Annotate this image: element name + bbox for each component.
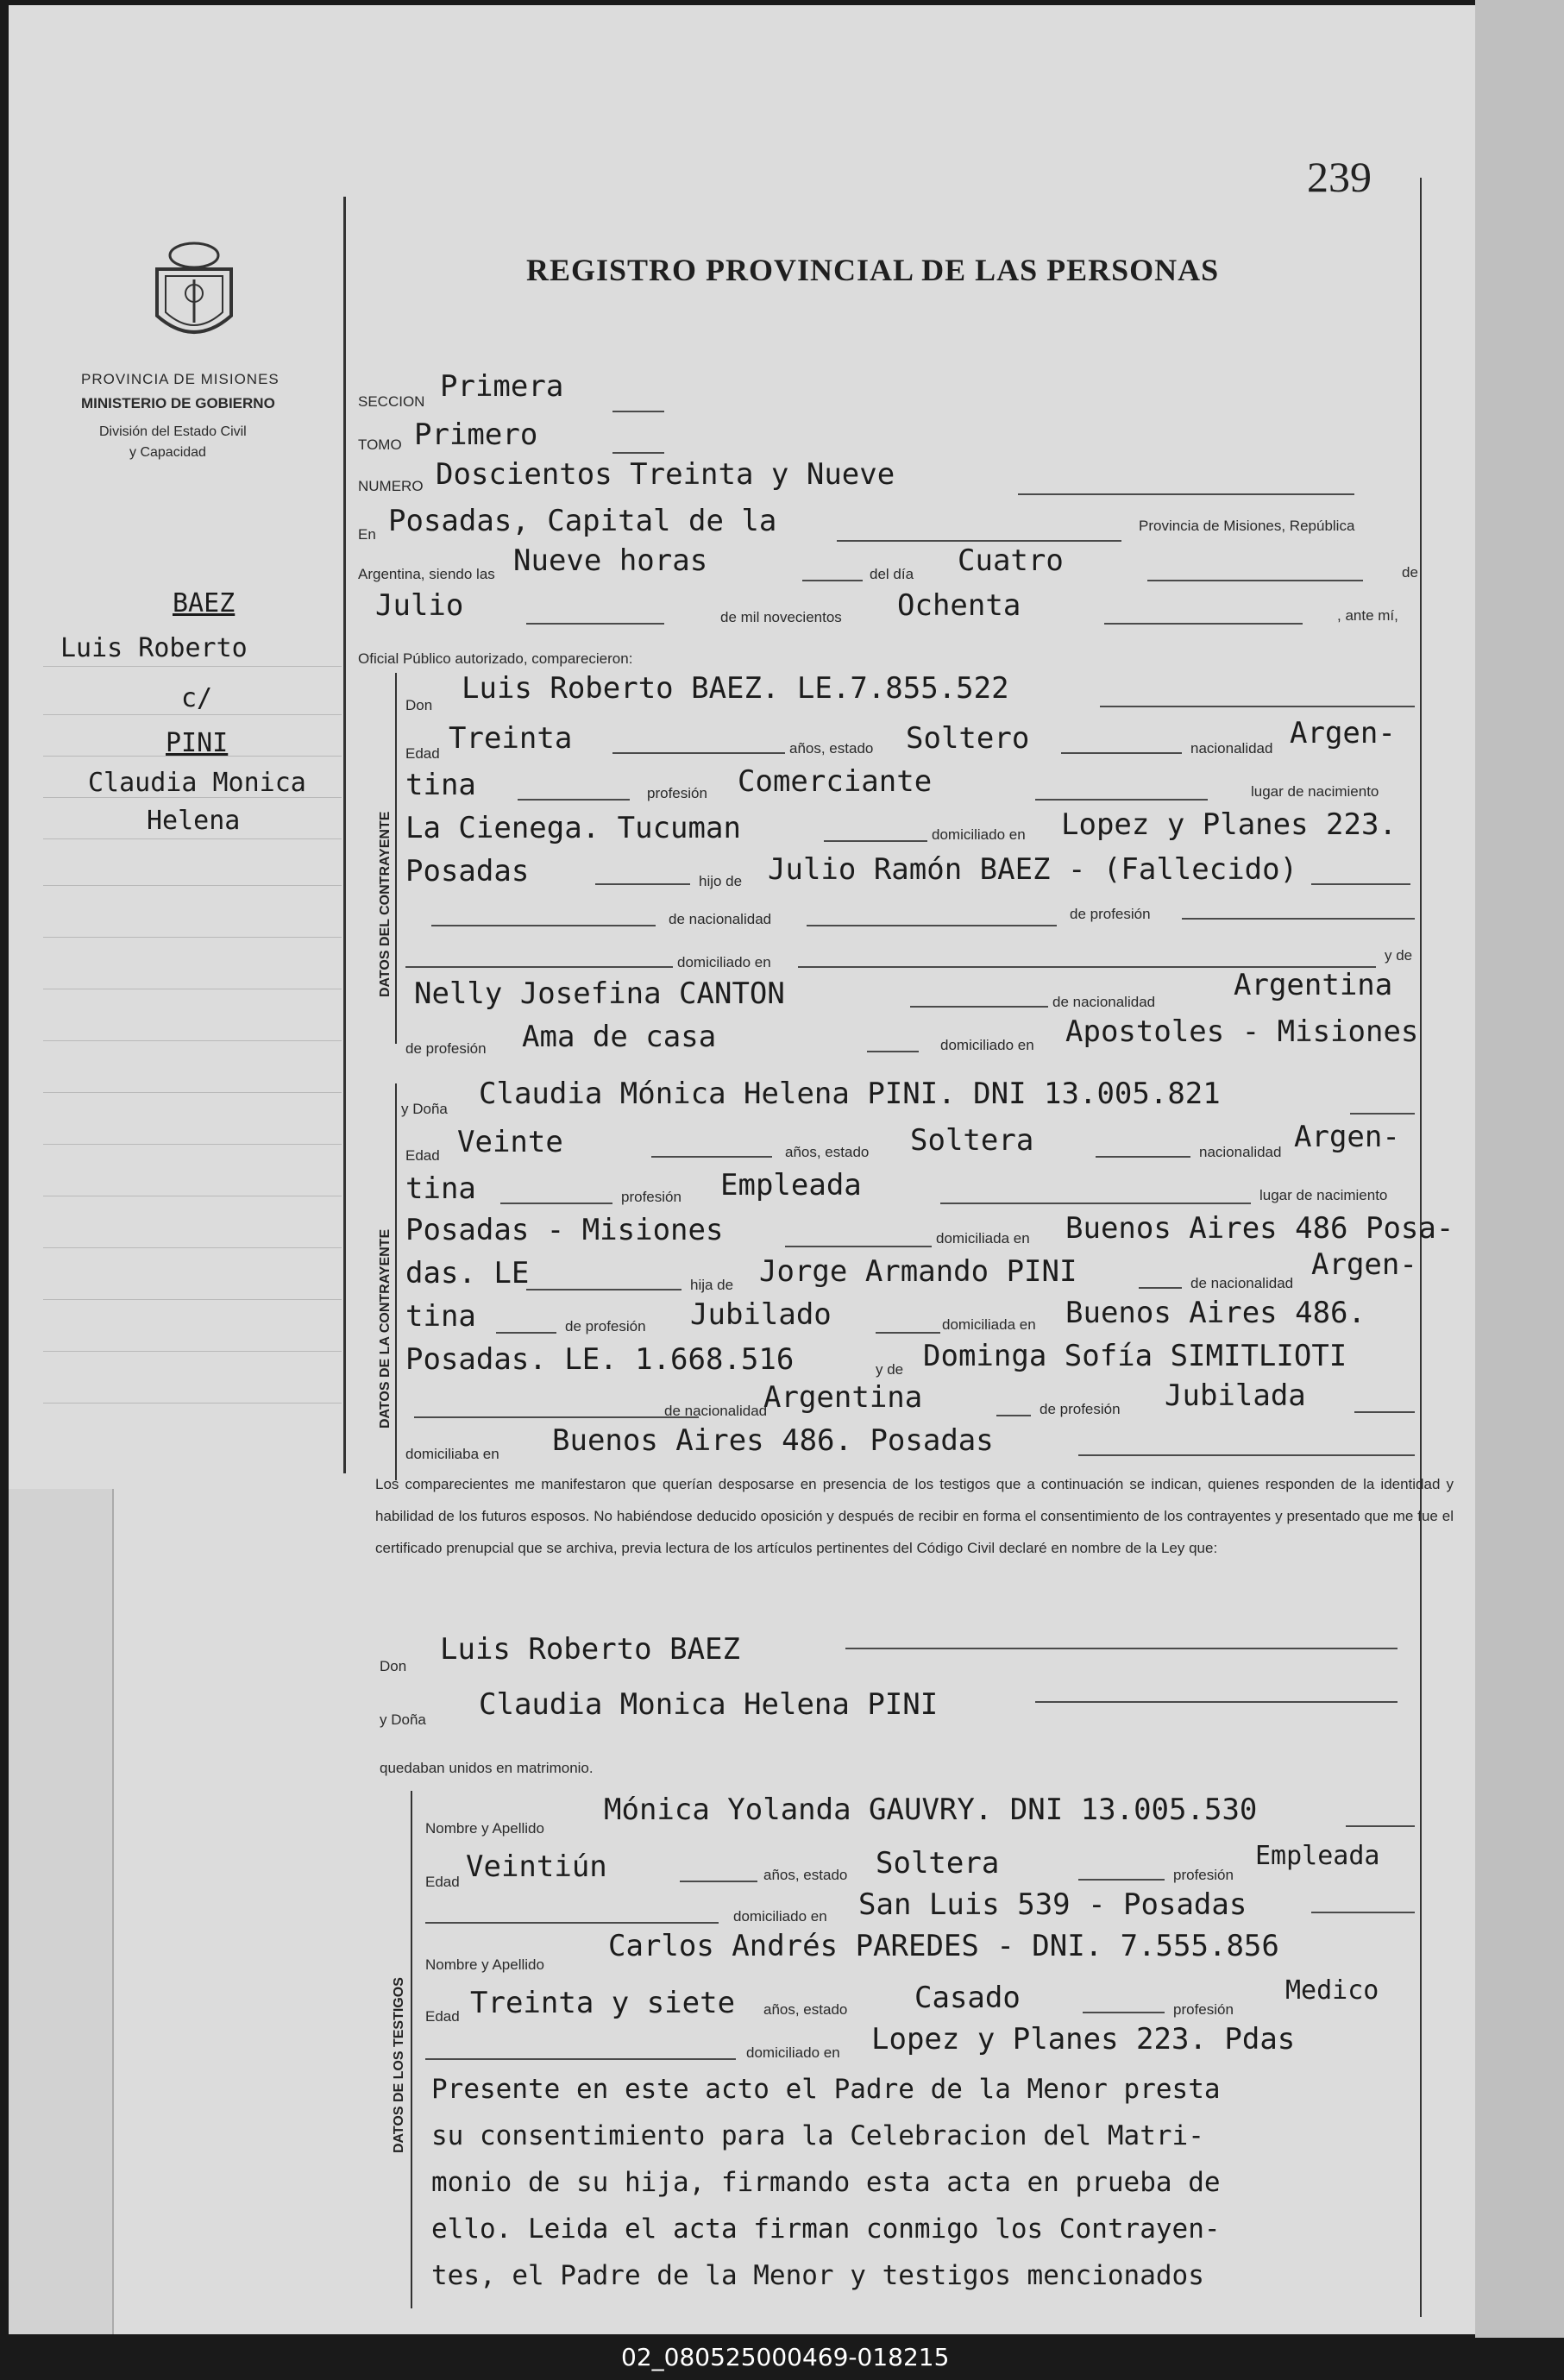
mes-value: Julio xyxy=(375,588,464,623)
bride-estado: Soltera xyxy=(910,1123,1034,1158)
witness-2-domicilio: Lopez y Planes 223. Pdas xyxy=(871,2022,1296,2057)
groom-section-label: DATOS DEL CONTRAYENTE xyxy=(378,811,393,997)
bride-madre-nacionalidad: Argentina xyxy=(763,1380,923,1415)
lugar-value: Posadas, Capital de la xyxy=(388,504,777,538)
witness-note-line: su consentimiento para la Celebracion del Matri- xyxy=(431,2120,1204,2151)
groom-edad: Treinta xyxy=(449,721,573,756)
bride-profesion: Empleada xyxy=(720,1168,862,1203)
witness-1-profesion: Empleada xyxy=(1255,1841,1380,1871)
page-stack-edge xyxy=(1475,0,1564,2338)
witness-note-line: tes, el Padre de la Menor y testigos mencionados xyxy=(431,2260,1204,2291)
witnesses-section-label: DATOS DE LOS TESTIGOS xyxy=(392,1977,406,2153)
declaration-text: Los comparecientes me manifestaron que querían desposarse en presencia de los testigos que a continuación se indican, quienes responden de la identidad y habilidad de los futuros esposos. No habiéndose deducido oposición y después de recibir en forma el consentimiento de los contrayentes y presentado que me fue el certificado prenupcial que se archiva, previa lectura de los artículos pertinentes del Código Civil declaré en nombre de la Ley que: xyxy=(375,1476,1454,1556)
margin-divider xyxy=(343,197,346,1473)
bride-madre: Dominga Sofía SIMITLIOTI xyxy=(923,1339,1347,1373)
bride-name: Claudia Mónica Helena PINI. DNI 13.005.821 xyxy=(479,1077,1221,1111)
margin-note: Claudia Monica xyxy=(88,768,306,798)
margin-note: PINI xyxy=(166,728,229,758)
bride-edad: Veinte xyxy=(457,1125,563,1159)
groom-nacionalidad: Argen- xyxy=(1290,716,1396,750)
groom-madre: Nelly Josefina CANTON xyxy=(414,976,785,1011)
witness-2-profesion: Medico xyxy=(1285,1975,1379,2006)
groom-madre-domicilio: Apostoles - Misiones xyxy=(1065,1014,1419,1049)
bride-nacionalidad: Argen- xyxy=(1294,1120,1400,1154)
page-title: REGISTRO PROVINCIAL DE LAS PERSONAS xyxy=(526,253,1220,287)
division-label-2: y Capacidad xyxy=(129,445,206,460)
file-code: 02_080525000469-018215 xyxy=(621,2343,950,2371)
bride-padre-nacionalidad-cont: tina xyxy=(405,1299,476,1334)
bride-lugar-nacimiento: Posadas - Misiones xyxy=(405,1213,724,1247)
bride-padre-domicilio-cont: Posadas. LE. 1.668.516 xyxy=(405,1342,795,1377)
dia-value: Cuatro xyxy=(958,543,1064,578)
witness-2-edad: Treinta y siete xyxy=(470,1986,736,2020)
coat-of-arms-seal xyxy=(147,236,242,349)
tomo-value: Primero xyxy=(414,418,538,452)
groom-domicilio: Lopez y Planes 223. xyxy=(1061,807,1397,842)
bride-padre-profesion: Jubilado xyxy=(690,1297,832,1332)
margin-note: Luis Roberto xyxy=(60,633,248,663)
groom-profesion: Comerciante xyxy=(738,764,933,799)
groom-padre: Julio Ramón BAEZ - (Fallecido) xyxy=(768,852,1298,887)
bride-domicilio-cont: das. LE xyxy=(405,1256,530,1290)
document-page: 239 PROVINCIA DE MISIONES MINISTERIO DE GOBIERNO División del Estado Civil y Capacidad REGISTRO PROVINCIAL DE LAS PERSONAS BAEZ Luis Roberto c/ PINI Claudia Monica Helena SECCION Primera TOMO Primero NUMERO Doscientos Treinta y Nueve En Posadas, Capital de la Provincia de Misiones, República Argentina, siendo las Nueve horas del día Cuatro de Julio de mil novecientos Ochenta , ante mí, Oficial Público autorizado, comparecieron: DATOS DEL CONTRAYENTE Don Luis Roberto BAEZ. LE.7.855.522 Edad Treinta años, estado Soltero nacionalidad Argen- tina profesión Comerciante lugar de nacimiento La Cienega. Tucuman domiciliado en Lopez y Planes 223. Posadas hijo de Julio Ramón BAEZ - (Fallecido) de nacionalidad de profesión domiciliado en y de Nelly Josefina CANTON de nacionalidad Argentina de profesión Ama de casa domiciliado en Apostoles - Misiones DATOS DE LA CONTRAYENTE y Doña Claudia Mónica Helena PINI. DNI 13.005.821 Edad Veinte años, estado Soltera nacionalidad Argen- tina profesión Empleada lugar de nacimiento Posadas - Misiones domiciliada en Buenos Aires 486 Posa- das. LE hija de Jorge Armando PINI de nacionalidad Argen- tina de profesión Jubilado domiciliada en Buenos Aires 486. Posadas. LE. 1.668.516 y de Dominga Sofía SIMITLIOTI de nacionalidad Argentina de profesión Jubilada domiciliaba en Buenos Aires 486. Posadas Los comparecientes me manifestaron que querían desposarse en presencia de los testigos que a continuación se indican, quienes responden de la identidad y habilidad de los futuros esposos. No habiéndose deducido oposición y después de recibir en forma el consentimiento de los contrayentes y presentado que me fue el certificado prenupcial que se archiva, previa lectura de los artículos pertinentes del Código Civil declaré en nombre de la Ley que: Don Luis Roberto BAEZ y Doña Claudia Monica Helena PINI quedaban unidos en matrimonio. DATOS DE LOS TESTIGOS Nombre y Apellido Mónica Yolanda GAUVRY. DNI 13.005.530 Edad Veintiún años, estado Soltera profesión Empleada domiciliado en San Luis 539 - Posadas Nombre y Apellido Carlos Andrés PAREDES - DNI. 7.555.856 Edad Treinta y siete años, estado Casado profesión Medico domiciliado en Lopez y Planes 223. Pdas Presente en este acto el Padre de la Menor presta su consentimiento para la Celebracion del Matri- monio de su hija, firmando esta acta en prueba de ello. Leida el acta firman conmigo los Contrayen- tes, el Padre de la Menor y testigos mencionados xyxy=(9,5,1475,2334)
bride-padre-nacionalidad: Argen- xyxy=(1311,1247,1417,1282)
groom-estado: Soltero xyxy=(906,721,1030,756)
witness-note-line: monio de su hija, firmando esta acta en prueba de xyxy=(431,2167,1221,2198)
bride-madre-domicilio: Buenos Aires 486. Posadas xyxy=(552,1423,994,1458)
seccion-value: Primera xyxy=(440,369,564,404)
anio-value: Ochenta xyxy=(897,588,1021,623)
witness-note-line: Presente en este acto el Padre de la Menor presta xyxy=(431,2074,1221,2105)
margin-note: BAEZ xyxy=(173,588,236,619)
groom-madre-nacionalidad: Argentina xyxy=(1234,968,1393,1002)
declared-dona: Claudia Monica Helena PINI xyxy=(479,1687,939,1722)
witness-note-line: ello. Leida el acta firman conmigo los Contrayen- xyxy=(431,2214,1221,2245)
witness-1-edad: Veintiún xyxy=(466,1849,607,1884)
witness-1-domicilio: San Luis 539 - Posadas xyxy=(858,1887,1247,1922)
bride-nacionalidad-cont: tina xyxy=(405,1171,476,1206)
province-label: PROVINCIA DE MISIONES xyxy=(81,371,280,387)
bride-domicilio: Buenos Aires 486 Posa- xyxy=(1065,1211,1454,1246)
witness-2-estado: Casado xyxy=(914,1981,1021,2015)
bride-padre-domicilio: Buenos Aires 486. xyxy=(1065,1296,1366,1330)
bride-section-label: DATOS DE LA CONTRAYENTE xyxy=(378,1228,393,1429)
numero-value: Doscientos Treinta y Nueve xyxy=(436,457,895,492)
page-number: 239 xyxy=(1307,153,1372,201)
groom-nacionalidad-cont: tina xyxy=(405,768,476,802)
witness-1-name: Mónica Yolanda GAUVRY. DNI 13.005.530 xyxy=(604,1793,1258,1827)
groom-madre-profesion: Ama de casa xyxy=(522,1020,717,1054)
right-border xyxy=(1420,178,1422,2317)
division-label: División del Estado Civil xyxy=(99,424,247,439)
horas-value: Nueve horas xyxy=(513,543,708,578)
bride-madre-profesion: Jubilada xyxy=(1165,1378,1306,1413)
declared-don: Luis Roberto BAEZ xyxy=(440,1632,740,1667)
bride-padre: Jorge Armando PINI xyxy=(759,1254,1077,1289)
margin-note: c/ xyxy=(181,683,213,713)
witness-2-name: Carlos Andrés PAREDES - DNI. 7.555.856 xyxy=(608,1929,1279,1963)
groom-name: Luis Roberto BAEZ. LE.7.855.522 xyxy=(462,671,1009,706)
ministry-label: MINISTERIO DE GOBIERNO xyxy=(81,395,275,411)
witness-1-estado: Soltera xyxy=(876,1846,1000,1881)
groom-domicilio-cont: Posadas xyxy=(405,854,530,889)
margin-note: Helena xyxy=(147,806,241,836)
worn-paper-edge xyxy=(9,1489,114,2334)
groom-lugar-nacimiento: La Cienega. Tucuman xyxy=(405,811,741,845)
